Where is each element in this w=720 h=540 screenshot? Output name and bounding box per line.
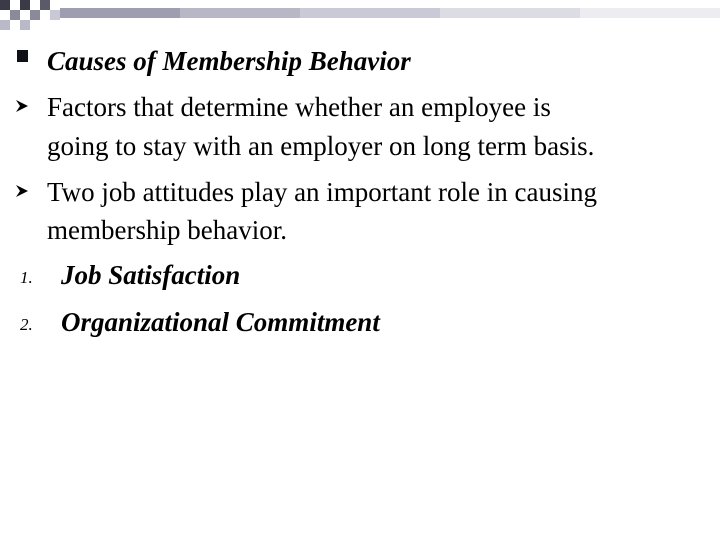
arrow-bullet-icon bbox=[14, 183, 30, 199]
bullet-2-line-2: membership behavior. bbox=[47, 215, 287, 245]
bullet-1-line-2: going to stay with an employer on long term basis. bbox=[47, 131, 595, 161]
numbered-item-job-satisfaction: Job Satisfaction bbox=[61, 260, 241, 290]
item-number-2: 2. bbox=[20, 315, 33, 334]
slide-title: Causes of Membership Behavior bbox=[47, 46, 411, 76]
checker-pattern bbox=[0, 0, 60, 30]
gradient-band bbox=[60, 8, 720, 18]
bullet-1-line-1: Factors that determine whether an employee is bbox=[47, 92, 551, 122]
bullet-2-line-1: Two job attitudes play an important role in causing bbox=[47, 177, 597, 207]
numbered-item-organizational-commitment: Organizational Commitment bbox=[61, 307, 380, 337]
arrow-bullet-icon bbox=[14, 98, 30, 114]
header-decoration bbox=[0, 0, 720, 40]
square-bullet-icon bbox=[17, 50, 28, 62]
item-number-1: 1. bbox=[20, 268, 33, 287]
